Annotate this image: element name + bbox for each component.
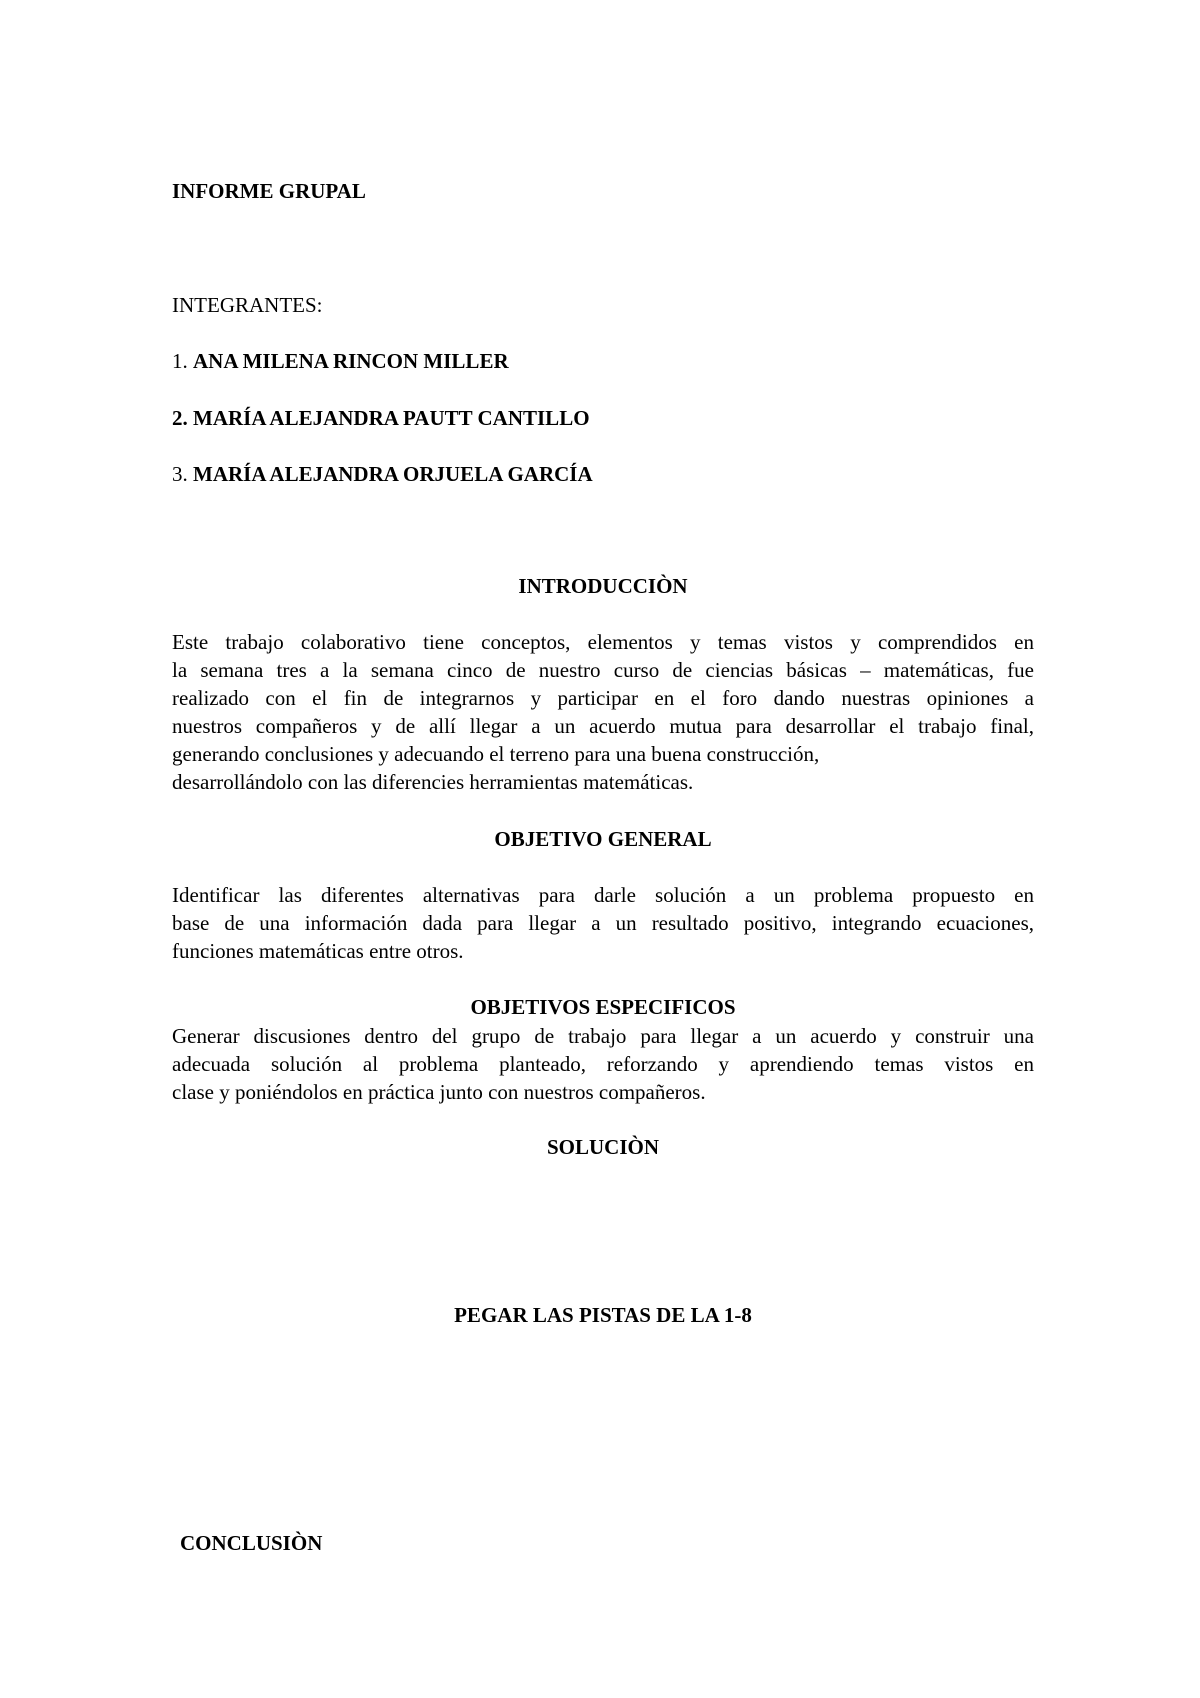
paragraph-line: clase y poniéndolos en práctica junto con nuestros compañeros. xyxy=(172,1080,706,1104)
conclusion-heading: CONCLUSIÒN xyxy=(180,1531,323,1555)
specific-objectives-heading: OBJETIVOS ESPECIFICOS xyxy=(470,995,736,1019)
introduction-heading: INTRODUCCIÒN xyxy=(518,574,688,598)
paragraph-line: la semana tres a la semana cinco de nuestro curso de ciencias básicas – matemáticas, fue xyxy=(172,658,1034,682)
member-name: MARÍA ALEJANDRA PAUTT CANTILLO xyxy=(193,406,590,430)
solution-heading: SOLUCIÒN xyxy=(546,1135,660,1159)
member-number: 1. xyxy=(172,349,188,373)
member-3 xyxy=(172,461,593,488)
paragraph-line: nuestros compañeros y de allí llegar a un acuerdo mutua para desarrollar el trabajo final, xyxy=(172,714,1034,738)
document-title: INFORME GRUPAL xyxy=(172,179,366,203)
paragraph-line: realizado con el fin de integrarnos y participar en el foro dando nuestras opiniones a xyxy=(172,686,1034,710)
members-heading: INTEGRANTES: xyxy=(172,293,323,317)
member-number: 2. xyxy=(172,406,188,430)
member-1 xyxy=(172,348,509,375)
paragraph-line: Este trabajo colaborativo tiene conceptos, elementos y temas vistos y comprendidos en xyxy=(172,630,1034,654)
paragraph-line: generando conclusiones y adecuando el terreno para una buena construcción, xyxy=(172,742,820,766)
paragraph-line: Identificar las diferentes alternativas para darle solución a un problema propuesto en xyxy=(172,883,1034,907)
introduction-paragraph xyxy=(172,628,1034,796)
member-name: ANA MILENA RINCON MILLER xyxy=(193,349,509,373)
general-objective-paragraph xyxy=(172,881,1034,965)
specific-objectives-paragraph xyxy=(172,1022,1034,1106)
paragraph-line: desarrollándolo con las diferencies herramientas matemáticas. xyxy=(172,770,694,794)
paragraph-line: adecuada solución al problema planteado, reforzando y aprendiendo temas vistos en xyxy=(172,1052,1034,1076)
paragraph-line: base de una información dada para llegar a un resultado positivo, integrando ecuaciones, xyxy=(172,911,1034,935)
paragraph-line: funciones matemáticas entre otros. xyxy=(172,939,464,963)
member-name: MARÍA ALEJANDRA ORJUELA GARCÍA xyxy=(193,462,593,486)
member-number: 3. xyxy=(172,462,188,486)
paragraph-line: Generar discusiones dentro del grupo de trabajo para llegar a un acuerdo y construir una xyxy=(172,1024,1034,1048)
paste-clues-note: PEGAR LAS PISTAS DE LA 1-8 xyxy=(454,1303,752,1327)
general-objective-heading: OBJETIVO GENERAL xyxy=(494,827,712,851)
member-2 xyxy=(172,405,590,432)
